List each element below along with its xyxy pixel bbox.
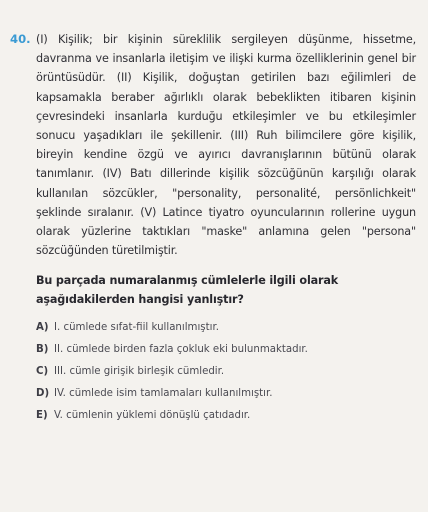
option-c[interactable] (36, 361, 416, 383)
option-letter: E) (36, 410, 48, 422)
question-body (36, 30, 416, 427)
option-letter: B) (36, 344, 49, 356)
question-passage: (I) Kişilik; bir kişinin süreklilik sergileyen düşünme, hissetme, davranma ve insanlarla iletişim ve ilişki kurma özelliklerinin genel bir örüntüsüdür. (II) Kişilik, doğuştan getirilen bazı eğilimleri de kapsamakla beraber ağırlıklı olarak bebeklikten itibaren kişinin çevresindeki insanlarla kurduğu etkileşimler ve bu etkileşimler sonucu yaşadıkları ile şekillenir. (III) Ruh bilimcilere göre kişilik, bireyin kendine özgü ve ayırıcı davranışlarının bütünü olarak tanımlanır. (IV) Batı dillerinde kişilik sözcüğünün karşılığı olarak kullanılan sözcükler, "personality, personalité, persönlichkeit" şeklinde sıralanır. (V) Latince tiyatro oyuncularının rollerine uygun olarak yüzlerine taktıkları "maske" anlamına gelen "persona" sözcüğünden türetilmiştir. (36, 33, 416, 258)
answer-options (36, 317, 416, 427)
question-prompt: Bu parçada numaralanmış cümlelerle ilgili olarak aşağıdakilerden hangisi yanlıştır? (36, 274, 339, 307)
option-d[interactable] (36, 383, 416, 405)
option-a[interactable] (36, 317, 416, 339)
question-40 (10, 30, 416, 427)
option-letter: C) (36, 366, 49, 378)
option-text: II. cümlede birden fazla çokluk eki bulunmaktadır. (54, 344, 308, 356)
option-letter: D) (36, 388, 50, 400)
question-number: 40. (10, 32, 31, 46)
option-text: III. cümle girişik birleşik cümledir. (54, 366, 225, 378)
option-b[interactable] (36, 339, 416, 361)
option-text: IV. cümlede isim tamlamaları kullanılmıştır. (54, 388, 273, 400)
option-e[interactable] (36, 405, 416, 427)
option-text: V. cümlenin yüklemi dönüşlü çatıdadır. (54, 410, 251, 422)
option-text: I. cümlede sıfat-fiil kullanılmıştır. (54, 322, 219, 334)
option-letter: A) (36, 322, 49, 334)
